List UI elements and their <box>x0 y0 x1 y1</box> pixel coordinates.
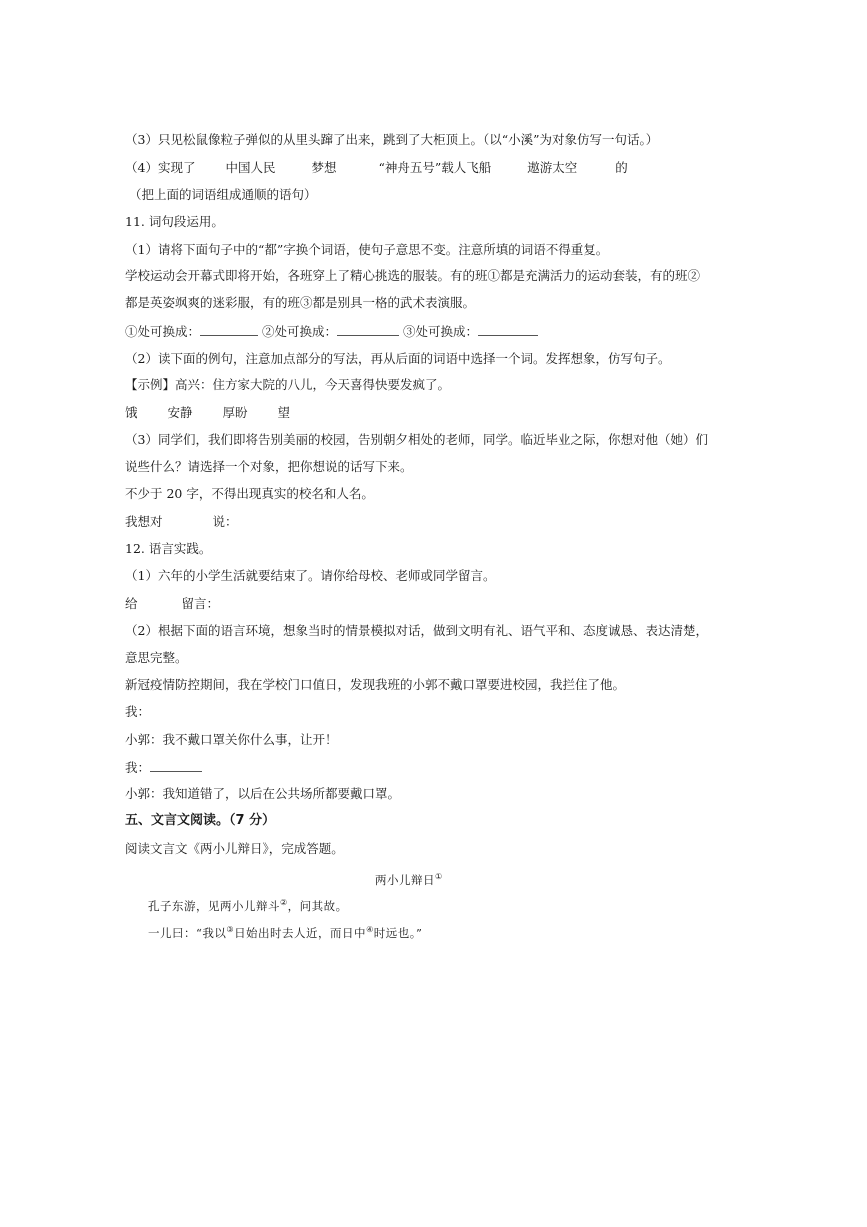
classic-text: 一儿曰：“我以 <box>148 925 227 940</box>
dialog-me-1: 我： <box>125 704 151 719</box>
answer-blank-3[interactable] <box>478 323 538 336</box>
dialog-speaker: 我： <box>125 760 151 775</box>
prompt-text: 我想对 <box>125 514 163 529</box>
classic-text: 日始出时去人近，而日中 <box>234 925 367 940</box>
q12-title: 12. 语言实践。 <box>125 541 212 556</box>
classic-text: 时远也。” <box>373 925 423 940</box>
q10-4-word: 中国人民 <box>225 160 276 175</box>
q10-4-word: （4）实现了 <box>125 160 196 175</box>
dialog-answer-blank[interactable] <box>150 759 202 772</box>
classic-title <box>375 869 443 888</box>
footnote-marker: ① <box>435 872 443 881</box>
classic-title-text: 两小儿辩日 <box>375 872 435 887</box>
q12-2-scenario: 新冠疫情防控期间，我在学校门口值日，发现我班的小郭不戴口罩要进校园，我拦住了他。 <box>125 677 626 692</box>
word-choice: 饿 <box>125 405 138 420</box>
q11-1-instruction: （1）请将下面句子中的“都”字换个词语，使句子意思不变。注意所填的词语不得重复。 <box>125 242 609 257</box>
q10-4-word: 梦想 <box>311 160 337 175</box>
classic-text: ，问其故。 <box>287 898 348 913</box>
word-choice: 安静 <box>167 405 193 420</box>
section-5-heading: 五、文言文阅读。（7 分） <box>125 813 276 828</box>
q10-3-line: （3）只见松鼠像粒子弹似的从里头蹿了出来，跳到了大柜顶上。（以“小溪”为对象仿写一句话。） <box>125 132 659 147</box>
answer-blank-1[interactable] <box>200 323 258 336</box>
footnote-marker: ③ <box>226 925 235 934</box>
q11-2-example: 【示例】高兴：住方家大院的八儿，今天喜得快要发疯了。 <box>125 377 451 392</box>
classic-paragraph-2 <box>148 922 422 941</box>
q12-2-line-1: （2）根据下面的语言环境，想象当时的情景模拟对话，做到文明有礼、语气平和、态度诚恳、表达清楚， <box>125 623 708 638</box>
classic-paragraph-1 <box>148 895 348 914</box>
q11-2-word-choices <box>125 405 290 421</box>
q11-3-line-1: （3）同学们，我们即将告别美丽的校园，告别朝夕相处的老师，同学。临近毕业之际，你想对他（她）们 <box>125 432 708 447</box>
dialog-guo-1: 小郭：我不戴口罩关你什么事，让开！ <box>125 732 338 747</box>
blank-label-1: ①处可换成： <box>125 324 201 339</box>
word-choice: 厚盼 <box>222 405 248 420</box>
footnote-marker: ② <box>280 898 288 907</box>
prompt-text: 留言： <box>181 596 220 611</box>
dialog-guo-2: 小郭：我知道错了，以后在公共场所都要戴口罩。 <box>125 786 401 801</box>
q10-4-word: “神舟五号”载人飞船 <box>378 160 492 175</box>
q12-1-instruction: （1）六年的小学生活就要结束了。请你给母校、老师或同学留言。 <box>125 568 496 583</box>
q11-1-text-line-2: 都是英姿飒爽的迷彩服，有的班③都是别具一格的武术表演服。 <box>125 295 476 310</box>
answer-blank-2[interactable] <box>337 323 399 336</box>
q11-title: 11. 词句段运用。 <box>125 214 224 229</box>
q11-3-answer-prompt <box>125 514 238 530</box>
word-choice: 望 <box>277 405 291 420</box>
q12-2-line-2: 意思完整。 <box>125 650 188 665</box>
q11-1-blanks <box>125 323 538 340</box>
q10-4-words <box>125 160 628 176</box>
q12-1-answer-prompt <box>125 596 219 612</box>
dialog-me-2 <box>125 759 202 776</box>
q11-1-text-line-1: 学校运动会开幕式即将开始，各班穿上了精心挑选的服装。有的班①都是充满活力的运动套装，有的班② <box>125 268 701 283</box>
blank-label-3: ③处可换成： <box>403 324 479 339</box>
q10-4-word: 遨游太空 <box>527 160 578 175</box>
section-5-intro: 阅读文言文《两小儿辩日》，完成答题。 <box>125 841 344 856</box>
q11-3-line-3: 不少于 20 字，不得出现真实的校名和人名。 <box>125 486 374 501</box>
prompt-text: 说： <box>212 514 238 529</box>
blank-label-2: ②处可换成： <box>262 324 338 339</box>
q10-4-word: 的 <box>615 160 628 175</box>
q10-4-note: （把上面的词语组成通顺的语句） <box>129 187 317 202</box>
footnote-marker: ④ <box>366 925 374 934</box>
q11-2-instruction: （2）读下面的例句，注意加点部分的写法，再从后面的词语中选择一个词。发挥想象，仿写句子。 <box>125 351 671 366</box>
classic-text: 孔子东游，见两小儿辩斗 <box>148 898 280 913</box>
prompt-text: 给 <box>125 596 138 611</box>
q11-3-line-2: 说些什么？请选择一个对象，把你想说的话写下来。 <box>125 459 413 474</box>
